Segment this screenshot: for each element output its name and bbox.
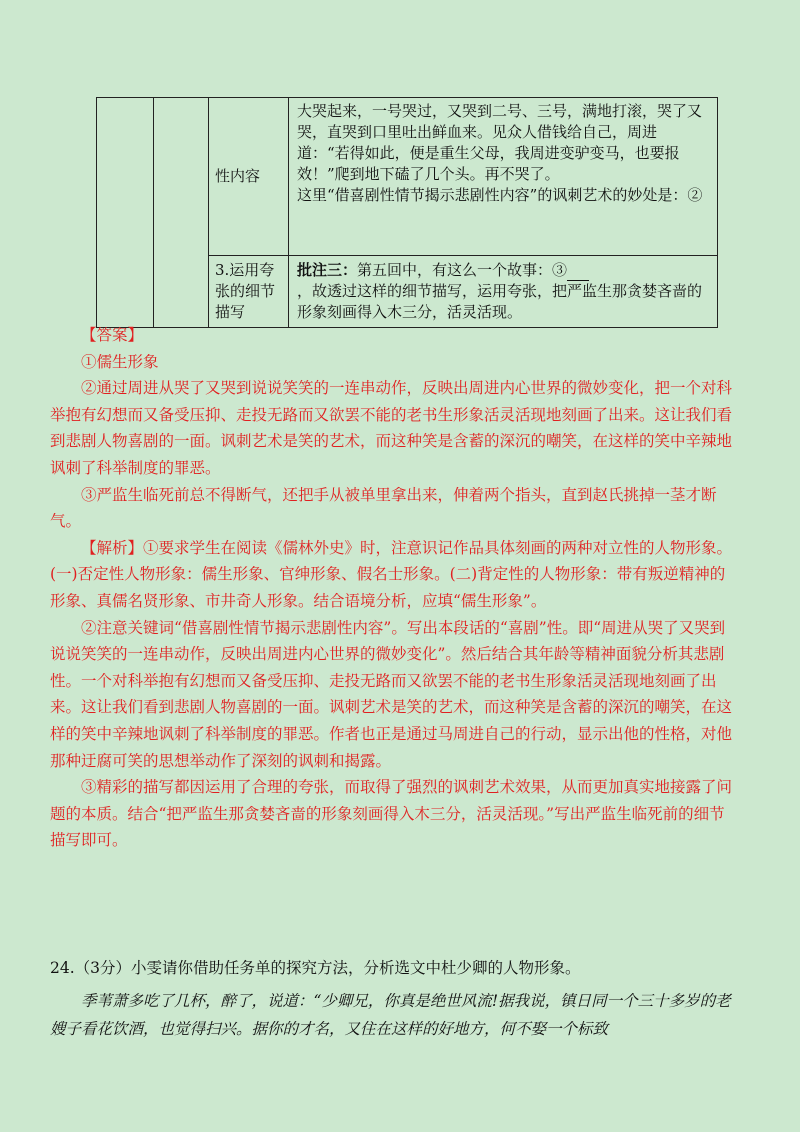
- table-row: [97, 98, 718, 256]
- analysis-item: [50, 535, 740, 615]
- note-text: 第五回中，有这么一个故事：③: [357, 261, 568, 279]
- analysis-item: ③精彩的描写都因运用了合理的夸张，而取得了强烈的讽刺艺术效果，从而更加真实地接露了问题的本质。结合“把严监生那贪婪吝啬的形象刻画得入木三分，活灵活现。”写出严监生临死前的细节描写即可。: [50, 778, 733, 850]
- analysis-heading: 【解析】: [81, 538, 144, 557]
- question-passage: 季苇萧多吃了几杯，醉了，说道：“少卿兄，你真是绝世风流!据我说，镇日同一个三十多岁的老嫂子看花饮酒，也觉得扫兴。据你的才名，又住在这样的好地方，何不娶一个标致: [50, 992, 731, 1038]
- answer-item: ③严监生临死前总不得断气，还把手从被单里拿出来，伸着两个指头，直到赵氏挑掉一茎才断气。: [50, 485, 717, 531]
- answer-item: ①儒生形象: [81, 352, 159, 371]
- question-stem: 24.（3分）小雯请你借助任务单的探究方法，分析选文中杜少卿的人物形象。: [50, 959, 581, 977]
- task-table: [96, 97, 718, 328]
- row-label: 性内容: [209, 98, 289, 256]
- answer-section: [50, 322, 740, 854]
- content-question: 这里“借喜剧性情节揭示悲剧性内容”的讽刺艺术的妙处是：②: [297, 186, 703, 204]
- answer-item: ②通过周进从哭了又哭到说说笑笑的一连串动作，反映出周进内心世界的微妙变化，把一个对科举抱有幻想而又备受压抑、走投无路而又欲罢不能的老书生形象活灵活现地刻画了出来。这让我们看到悲剧人物喜剧的一面。讽刺艺术是笑的艺术，而这种笑是含蓄的深沉的嘲笑，在这样的笑中辛辣地讽刺了科举制度的罪恶。: [50, 379, 733, 477]
- row-content: [289, 98, 718, 256]
- row-label: 3.运用夸张的细节描写: [209, 256, 289, 328]
- table-cell-empty: [154, 98, 209, 328]
- content-text: 大哭起来，一号哭过，又哭到二号、三号，满地打滚，哭了又哭，直哭到口里吐出鲜血来。见众人借钱给自己，周进道：“若得如此，便是重生父母，我周进变驴变马，也要报效！”爬到地下磕了几个头。再不哭了。: [297, 102, 703, 183]
- blank-line: [567, 264, 589, 281]
- note-label: 批注三：: [297, 261, 358, 279]
- answer-heading: 【答案】: [81, 326, 144, 344]
- analysis-text: ①要求学生在阅读《儒林外史》时，注意识记作品具体刻画的两种对立性的人物形象。(一)否定性人物形象：儒生形象、官绅形象、假名士形象。(二)背定性的人物形象：带有叛逆精神的形象、真儒名贤形象、市井奇人形象。结合语境分析，应填“儒生形象”。: [50, 538, 733, 610]
- table-cell-empty: [97, 98, 154, 328]
- analysis-item: ②注意关键词“借喜剧性情节揭示悲剧性内容”。写出本段话的“喜剧”性。即“周进从哭了又哭到说说笑笑的一连串动作，反映出周进内心世界的微妙变化”。然后结合其年龄等精神面貌分析其悲剧性。一个对科举抱有幻想而又备受压抑、走投无路而又欲罢不能的老书生形象活灵活现地刻画了出来。这让我们看到悲剧人物喜剧的一面。讽刺艺术是笑的艺术，而这种笑是含蓄的深沉的嘲笑，在这样的笑中辛辣地讽刺了科举制度的罪恶。作者也正是通过马周进自己的行动，显示出他的性格，对他那种迂腐可笑的思想举动作了深刻的讽刺和揭露。: [50, 618, 733, 770]
- row-content: [289, 256, 718, 328]
- question-24: [50, 955, 740, 1043]
- note-text-continued: ，故透过这样的细节描写，运用夸张，把严监生那贪婪吝啬的形象刻画得入木三分，活灵活现。: [297, 282, 703, 321]
